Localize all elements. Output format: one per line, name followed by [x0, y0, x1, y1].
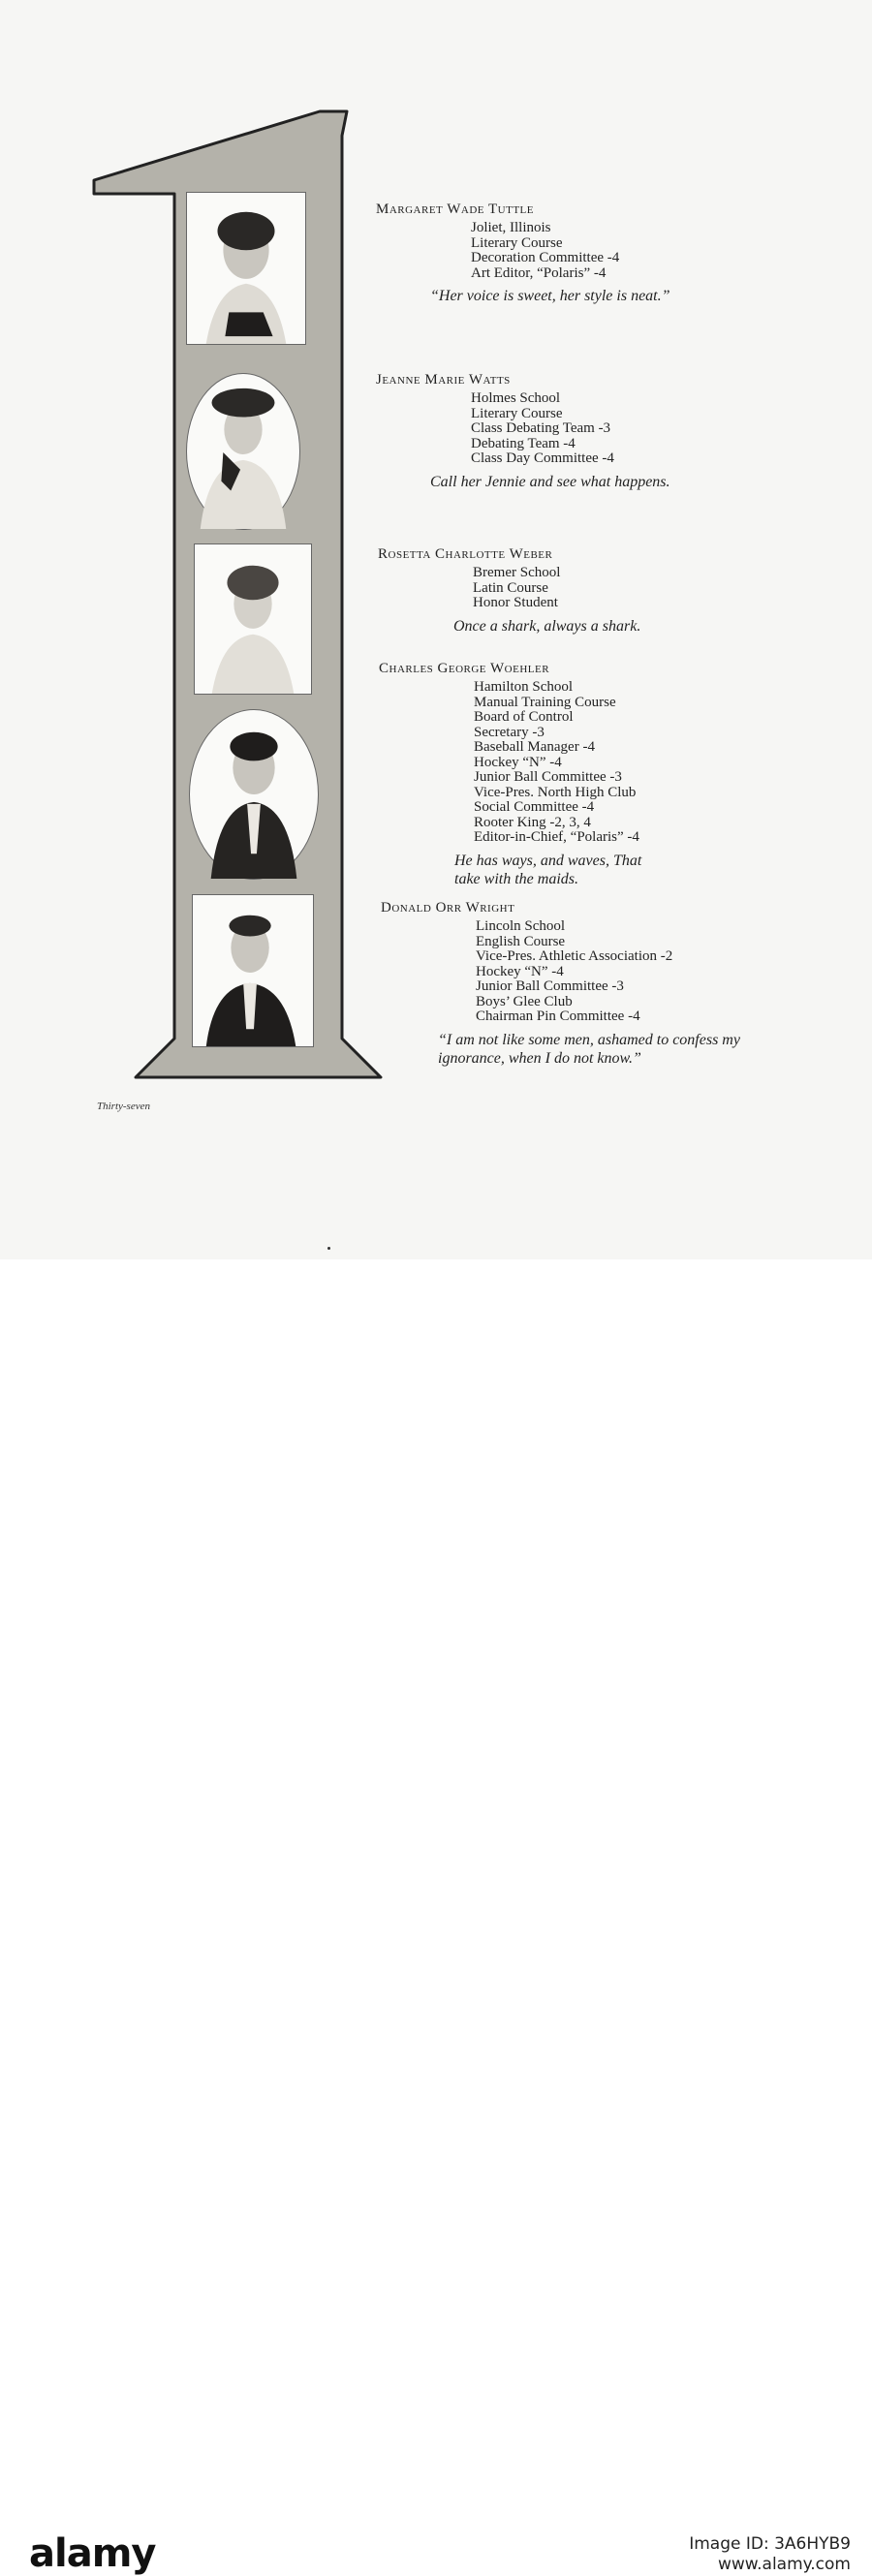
student-quote: “I am not like some men, ashamed to confess my ignorance, when I do not know.” [438, 1031, 740, 1067]
detail-line: Vice-Pres. Athletic Association -2 [476, 948, 673, 964]
detail-line: Social Committee -4 [474, 799, 595, 815]
detail-line: Secretary -3 [474, 724, 545, 740]
portrait-photo [189, 709, 319, 880]
detail-line: Hockey “N” -4 [476, 963, 564, 979]
detail-line: Rooter King -2, 3, 4 [474, 814, 591, 830]
detail-line: Baseball Manager -4 [474, 739, 595, 755]
detail-line: Editor-in-Chief, “Polaris” -4 [474, 829, 639, 845]
detail-line: Debating Team -4 [471, 435, 576, 451]
detail-line: Decoration Committee -4 [471, 250, 620, 265]
detail-line: Lincoln School [476, 918, 566, 934]
speck-mark [327, 1247, 330, 1250]
alamy-logo: alamy [29, 2531, 156, 2576]
student-details [473, 566, 758, 611]
detail-line: Class Day Committee -4 [471, 450, 614, 466]
detail-line: Holmes School [471, 390, 561, 406]
page-number: Thirty-seven [97, 1101, 150, 1112]
detail-line: Joliet, Illinois [471, 220, 551, 235]
detail-line: Literary Course [471, 405, 563, 421]
watermark-footer [0, 1259, 872, 2576]
detail-line: English Course [476, 933, 566, 949]
detail-line: Vice-Pres. North High Club [474, 784, 637, 800]
student-details [471, 391, 756, 467]
student-entry [378, 546, 758, 636]
detail-line: Class Debating Team -3 [471, 420, 611, 436]
detail-line: Honor Student [473, 595, 558, 610]
student-details [474, 680, 759, 846]
student-details [471, 221, 756, 281]
student-name: Donald Orr Wright [381, 900, 515, 916]
student-entry [376, 202, 756, 305]
student-name: Rosetta Charlotte Weber [378, 546, 553, 562]
student-entry [381, 900, 761, 1068]
student-details [476, 919, 761, 1025]
detail-line: Art Editor, “Polaris” -4 [471, 264, 607, 281]
detail-line: Board of Control [474, 709, 574, 725]
student-quote: Once a shark, always a shark. [453, 617, 641, 635]
detail-line: Bremer School [473, 565, 561, 580]
detail-line: Literary Course [471, 234, 563, 251]
detail-line: Latin Course [473, 579, 548, 596]
detail-line: Boys’ Glee Club [476, 993, 573, 1009]
portrait-photo [194, 543, 312, 695]
site-url-text: www.alamy.com [717, 2555, 851, 2574]
portrait-photo [186, 373, 300, 530]
portrait-photo [186, 192, 306, 345]
detail-line: Chairman Pin Committee -4 [476, 1009, 640, 1024]
portrait-photo [192, 894, 314, 1047]
yearbook-page [0, 0, 872, 1259]
detail-line: Manual Training Course [474, 694, 616, 710]
student-name: Charles George Woehler [379, 661, 550, 676]
detail-line: Junior Ball Committee -3 [476, 978, 624, 994]
student-quote: He has ways, and waves, That take with the maids. [454, 852, 642, 887]
student-quote: “Her voice is sweet, her style is neat.” [430, 288, 670, 304]
detail-line: Junior Ball Committee -3 [474, 769, 622, 785]
image-id-block [689, 2534, 851, 2575]
detail-line: Hockey “N” -4 [474, 754, 562, 770]
student-quote: Call her Jennie and see what happens. [430, 473, 670, 490]
student-entry [376, 372, 756, 491]
student-name: Jeanne Marie Watts [376, 372, 511, 388]
detail-line: Hamilton School [474, 679, 574, 695]
image-id-text: Image ID: 3A6HYB9 [689, 2534, 851, 2554]
student-entry [379, 661, 759, 888]
student-name: Margaret Wade Tuttle [376, 202, 534, 217]
